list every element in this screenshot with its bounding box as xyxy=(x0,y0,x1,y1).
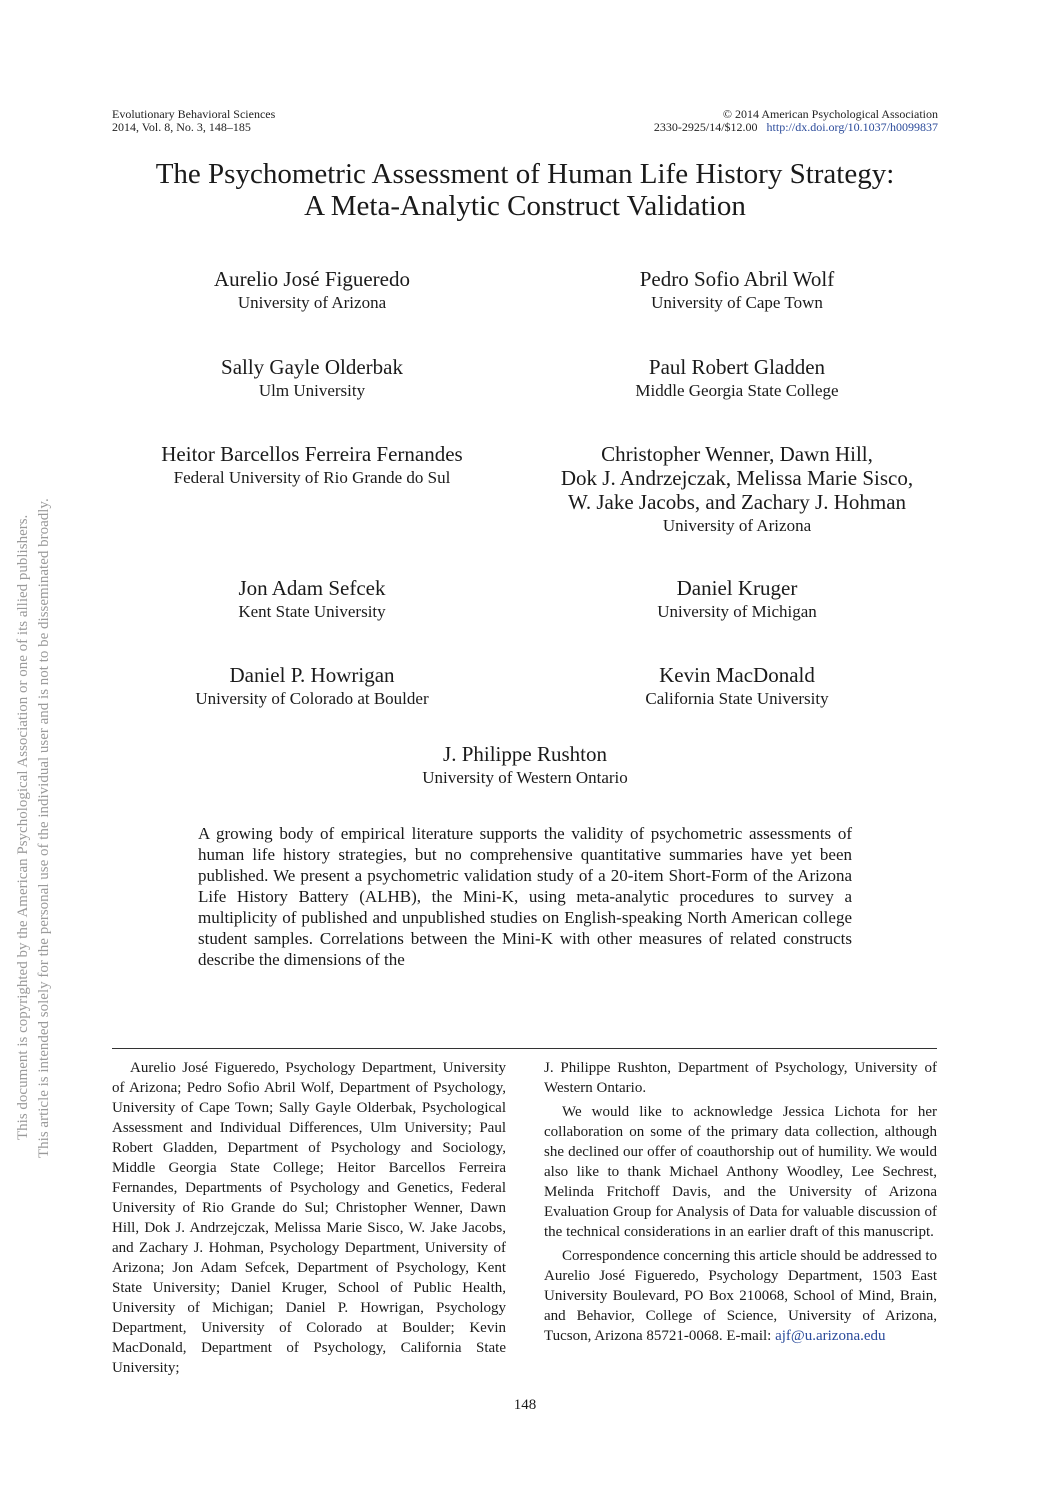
author-name: Daniel P. Howrigan xyxy=(229,663,395,687)
abstract: A growing body of empirical literature supports the validity of psychometric assessments of human life history strategies, but no comprehensive quantitative summaries have yet been published. We present a psychometric validation study of a 20-item Short-Form of the Arizona Life History Battery (ALHB), the Mini-K, using meta-analytic procedures to survey a multiplicity of published and unpublished studies on English-speaking North American college student samples. Correlations between the Mini-K with other measures of related constructs describe the dimensions of the xyxy=(198,824,852,969)
author-affiliation: Federal University of Rio Grande do Sul xyxy=(173,468,451,487)
title-line-2: A Meta-Analytic Construct Validation xyxy=(304,190,746,222)
author-block xyxy=(537,663,937,711)
copyright-header xyxy=(538,108,938,134)
title-line-1: The Psychometric Assessment of Human Life History Strategy: xyxy=(155,158,895,190)
author-affiliation: Kent State University xyxy=(238,602,386,621)
author-block xyxy=(112,576,512,624)
author-affiliation: University of Western Ontario xyxy=(422,768,628,787)
volume-info: 2014, Vol. 8, No. 3, 148–185 xyxy=(112,120,251,134)
author-affiliation: University of Colorado at Boulder xyxy=(195,689,429,708)
author-block xyxy=(537,576,937,624)
author-affiliation: University of Michigan xyxy=(657,602,817,621)
author-name: Pedro Sofio Abril Wolf xyxy=(639,267,835,291)
author-block xyxy=(112,663,512,711)
copyright-line: © 2014 American Psychological Association xyxy=(722,107,938,121)
author-affiliation: Ulm University xyxy=(258,381,366,400)
email-link[interactable]: ajf@u.arizona.edu xyxy=(775,1328,886,1344)
affiliation-note-continued: J. Philippe Rushton, Department of Psychology, University of Western Ontario. xyxy=(544,1060,937,1096)
author-name: Kevin MacDonald xyxy=(659,663,815,687)
correspondence-note xyxy=(544,1246,937,1346)
author-block xyxy=(537,355,937,403)
footnote-right xyxy=(544,1058,937,1346)
author-name-line: Dok J. Andrzejczak, Melissa Marie Sisco, xyxy=(560,466,914,490)
journal-name: Evolutionary Behavioral Sciences xyxy=(112,107,276,121)
doi-link[interactable]: http://dx.doi.org/10.1037/h0099837 xyxy=(766,120,938,134)
author-block xyxy=(112,442,512,490)
footnote-left xyxy=(112,1058,506,1378)
author-name: Aurelio José Figueredo xyxy=(214,267,410,291)
page-number: 148 xyxy=(513,1397,537,1413)
author-affiliation: California State University xyxy=(645,689,829,708)
author-block xyxy=(537,267,937,315)
doi-line xyxy=(538,121,938,134)
copyright-side-notice: This document is copyrighted by the American Psychological Association or one of its allied publishers. xyxy=(15,514,31,1140)
author-affiliation: Middle Georgia State College xyxy=(635,381,839,400)
correspondence-text: Correspondence concerning this article should be addressed to Aurelio José Figueredo, Psychology Department, 1503 East University Boulevard, PO Box 210068, School of Mind, Brain, and Behavior, College of Science, University of Arizona, Tucson, Arizona 85721-0068. E-mail: xyxy=(544,1248,937,1344)
author-block xyxy=(112,355,512,403)
author-block xyxy=(325,742,725,790)
author-block xyxy=(112,267,512,315)
footnote-rule xyxy=(112,1048,937,1049)
acknowledgment-note: We would like to acknowledge Jessica Lichota for her collaboration on some of the primary data collection, although she declined our offer of coauthorship out of humility. We would also like to thank Michael Anthony Woodley, Lee Sechrest, Melinda Fritchoff Davis, and the University of Arizona Evaluation Group for Analysis of Data for valuable discussion of the technical considerations in an earlier draft of this manuscript. xyxy=(544,1104,937,1240)
author-name: J. Philippe Rushton xyxy=(443,742,607,766)
journal-header xyxy=(112,108,275,134)
author-name: Sally Gayle Olderbak xyxy=(221,355,403,379)
author-name-line: W. Jake Jacobs, and Zachary J. Hohman xyxy=(567,490,907,514)
article-title xyxy=(0,158,1050,222)
author-name: Jon Adam Sefcek xyxy=(238,576,386,600)
issn-price: 2330-2925/14/$12.00 xyxy=(653,120,758,134)
author-name: Heitor Barcellos Ferreira Fernandes xyxy=(161,442,463,466)
author-affiliation: University of Cape Town xyxy=(651,293,823,312)
author-name: Daniel Kruger xyxy=(676,576,798,600)
affiliation-note: Aurelio José Figueredo, Psychology Department, University of Arizona; Pedro Sofio Abril Wolf, Department of Psychology, University of Cape Town; Sally Gayle Olderbak, Psychological Assessment and Individual Differences, Ulm University; Paul Robert Gladden, Department of Psychology and Sociology, Middle Georgia State College; Heitor Barcellos Ferreira Fernandes, Departments of Psychology and Genetics, Federal University of Rio Grande do Sul; Christopher Wenner, Dawn Hill, Dok J. Andrzejczak, Melissa Marie Sisco, W. Jake Jacobs, and Zachary J. Hohman, Psychology Department, University of Arizona; Jon Adam Sefcek, Department of Psychology, Kent State University; Daniel Kruger, School of Public Health, University of Michigan; Daniel P. Howrigan, Psychology Department, University of Colorado at Boulder; Kevin MacDonald, Department of Psychology, California State University; xyxy=(112,1060,506,1376)
author-affiliation: University of Arizona xyxy=(662,516,812,535)
author-affiliation: University of Arizona xyxy=(237,293,387,312)
author-name: Paul Robert Gladden xyxy=(648,355,826,379)
usage-side-notice: This article is intended solely for the personal use of the individual user and is not to be disseminated broadly. xyxy=(36,498,52,1158)
author-block xyxy=(537,442,937,538)
author-name-line: Christopher Wenner, Dawn Hill, xyxy=(601,442,873,466)
